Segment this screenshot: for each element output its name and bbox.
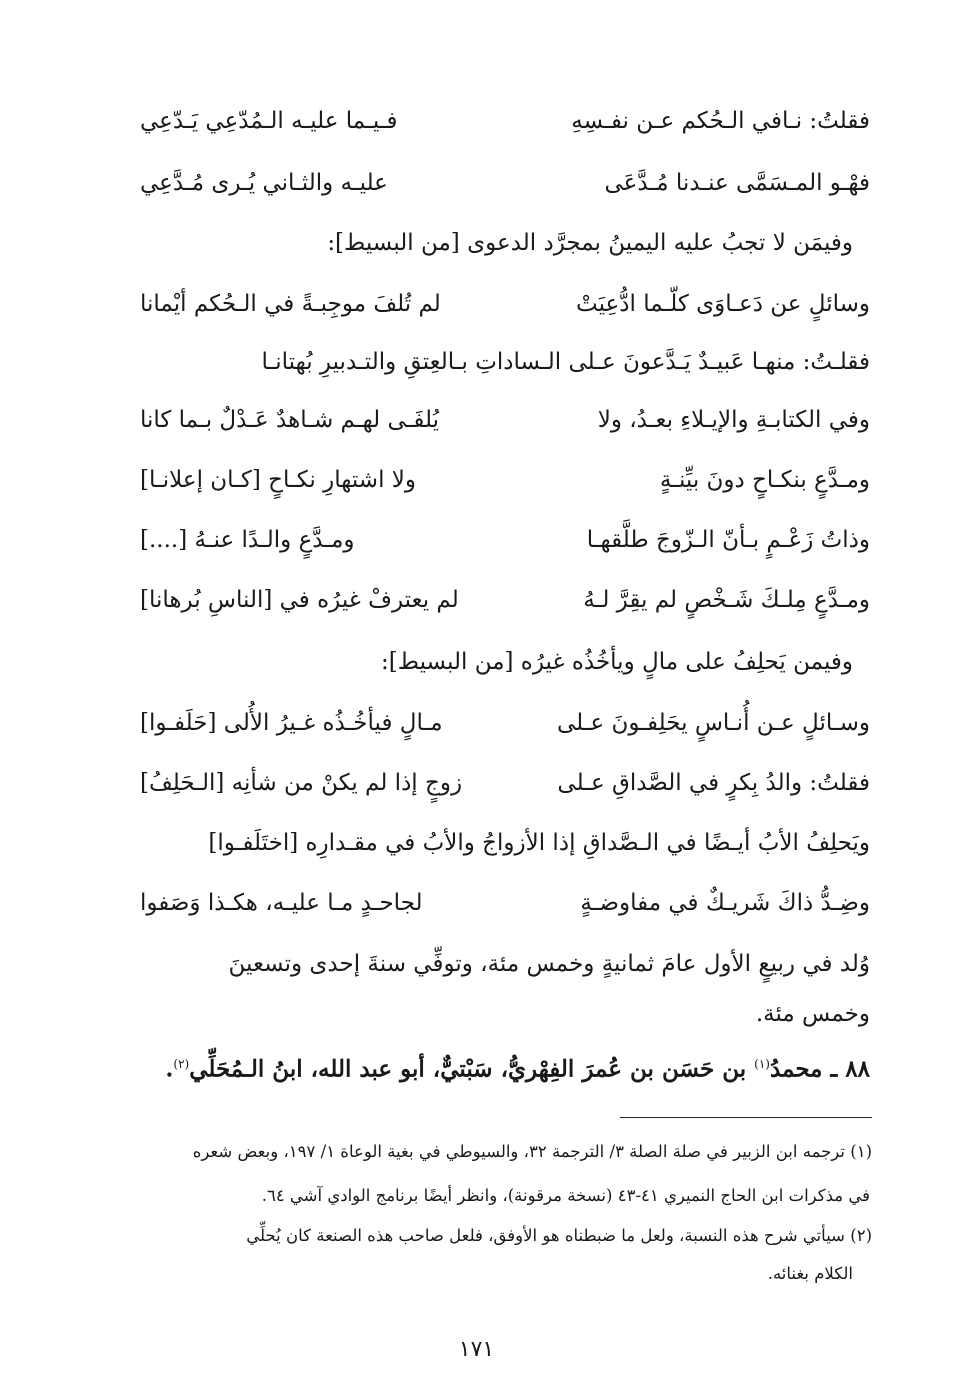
verse-first-hemistich: وسائلٍ عن دَعـاوَى كلّـما ادُّعِيَتْ (576, 291, 870, 317)
verse-first-hemistich: فهْـو المـسَمَّى عنـدنا مُـدَّعَى (604, 170, 870, 196)
verse-second-hemistich: فـيـما عليـه الـمُدّعِي يَـدّعِي (140, 108, 398, 134)
verse-second-hemistich: لم يعترفْ غيرُه في [الناسِ بُرهانا] (140, 587, 459, 613)
footnote-separator (620, 1117, 872, 1118)
entry-lineage: بن حَسَن بن عُمرَ الفِهْريُّ، سَبْتيٌّ، أبو عبد الله، ابنُ الـمُحَلِّي (189, 1055, 747, 1083)
verse-first-hemistich: وفي الكتابـةِ والإيـلاءِ بعـدُ، ولا (597, 407, 870, 433)
verse-second-hemistich: لجاحـدٍ مـا عليـه، هكـذا وَصَفوا (140, 890, 423, 916)
verse-full-line: ويَحلِفُ الأبُ أيـضًا في الـصَّداقِ إذا الأزواجُ والأبُ في مقـدارِه [اختَلَفـوا] (208, 830, 870, 856)
page-number: ١٧١ (458, 1337, 495, 1362)
verse-second-hemistich: مـالٍ فيأخُـذُه غـيرُ الأُلى [حَلَفـوا] (140, 710, 443, 736)
footnote-line: (١) ترجمه ابن الزبير في صلة الصلة ٣/ الترجمة ٣٢، والسيوطي في بغية الوعاة ١/ ١٩٧، وبعض شعره (192, 1142, 872, 1161)
verse-first-hemistich: فقلتُ: نـافي الـحُكم عـن نفـسِهِ (571, 108, 870, 134)
footnote-line: الكلام بغنائه. (767, 1264, 853, 1283)
verse-line (140, 580, 870, 620)
verse-second-hemistich: ولا اشتهارِ نكـاحٍ [كـان إعلانـا] (140, 467, 416, 493)
verse-line (140, 520, 870, 560)
verse-line (140, 101, 870, 141)
footnote-marker[interactable]: (٢) (173, 1057, 190, 1071)
verse-first-hemistich: وذاتُ زَعْـمٍ بـأنّ الـزّوجَ طلَّقهـا (586, 527, 870, 553)
verse-first-hemistich: ومـدَّعٍ بنكـاحٍ دونَ بيِّنـةٍ (659, 467, 870, 493)
verse-line (140, 763, 870, 803)
biography-line: وُلد في ربيعٍ الأول عامَ ثمانيةٍ وخمس مئة، وتوفِّي سنةَ إحدى وتسعينَ (228, 951, 870, 977)
footnote-line: في مذكرات ابن الحاج النميري ٤١-٤٣ (نسخة مرقونة)، وانظر أيضًا برنامج الوادي آشي ٦٤. (261, 1186, 870, 1205)
verse-first-hemistich: ومـدَّعٍ مِلـكَ شَـخْصٍ لم يقِرَّ لـهُ (583, 587, 870, 613)
verse-second-hemistich: عليـه والثـاني يُـرى مُـدَّعِي (140, 170, 388, 196)
entry-name: محمدُ (769, 1055, 823, 1083)
verse-second-hemistich: يُلفَـى لهـم شـاهدٌ عَـدْلٌ بـما كانا (140, 407, 440, 433)
entry-heading (165, 1044, 870, 1090)
verse-line (140, 284, 870, 324)
entry-end: . (165, 1055, 174, 1083)
footnote-marker[interactable]: (١) (754, 1057, 770, 1071)
verse-line (140, 883, 870, 923)
verse-second-hemistich: لم تُلفَ موجِبـةً في الـحُكم أيْمانا (140, 291, 441, 317)
section-intro: وفيمن يَحلِفُ على مالٍ ويأخُذُه غيرُه [من البسيط]: (381, 649, 853, 675)
verse-full-line: فقلـتُ: منهـا عَبيـدٌ يَـدَّعونَ عـلى الـساداتِ بـالعِتقِ والتـدبيرِ بُهتانـا (261, 349, 870, 375)
verse-line (140, 703, 870, 743)
entry-number: ٨٨ ـ (830, 1055, 870, 1083)
verse-line (140, 400, 870, 440)
verse-line (140, 163, 870, 203)
footnote-line: (٢) سيأتي شرح هذه النسبة، ولعل ما ضبطناه هو الأوفق، فلعل صاحب هذه الصنعة كان يُحلِّي (246, 1226, 872, 1245)
verse-first-hemistich: فقلتُ: والدُ بِكرٍ في الصَّداقِ عـلى (557, 770, 870, 796)
verse-second-hemistich: زوجٍ إذا لم يكنْ من شأنِه [الـحَلِفُ] (140, 770, 463, 796)
biography-line: وخمس مئة. (755, 1001, 870, 1027)
verse-first-hemistich: وضِـدُّ ذاكَ شَريـكٌ في مفاوضـةٍ (580, 890, 870, 916)
section-intro: وفيمَن لا تجبُ عليه اليمينُ بمجرَّد الدعوى [من البسيط]: (327, 230, 853, 256)
verse-line (140, 460, 870, 500)
verse-first-hemistich: وسـائلٍ عـن أُنـاسٍ يحَلِفـونَ عـلى (556, 710, 870, 736)
verse-second-hemistich: ومـدَّعٍ والـدًا عنـهُ [....] (140, 527, 355, 553)
